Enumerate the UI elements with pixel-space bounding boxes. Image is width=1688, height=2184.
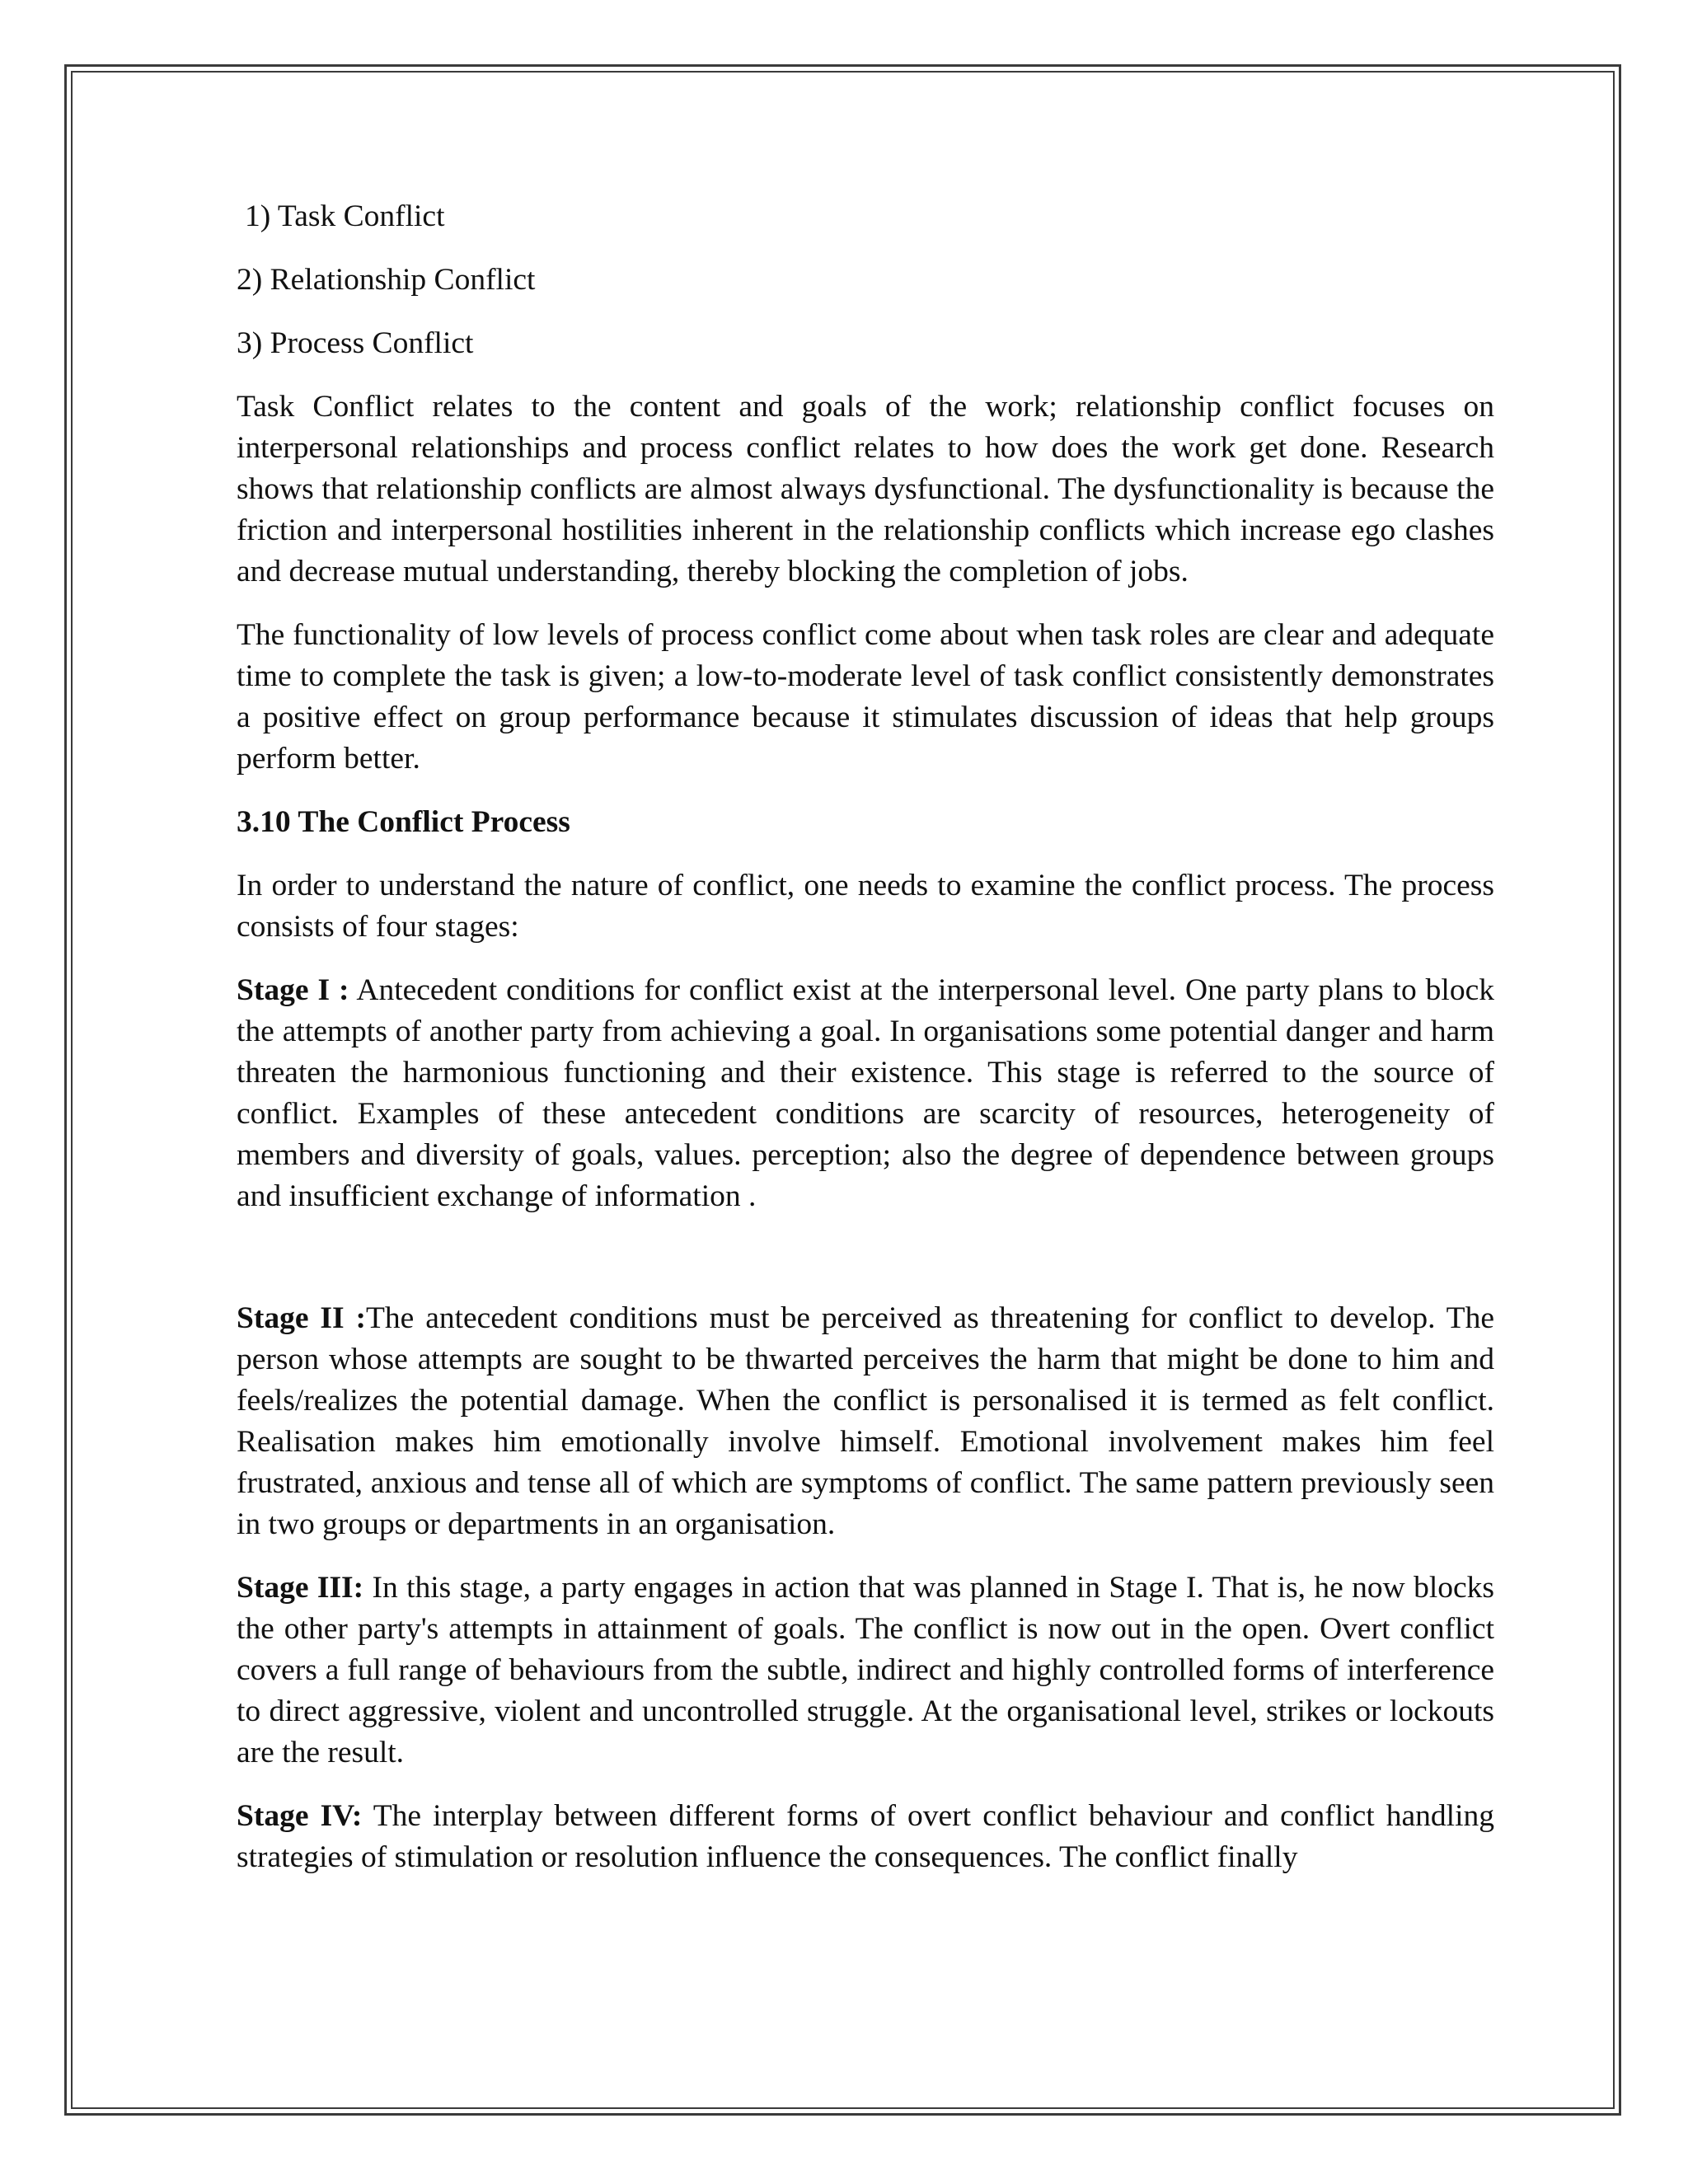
document-body — [237, 196, 1494, 1900]
list-item-process-conflict: 3) Process Conflict — [237, 326, 474, 360]
stage-4-label: Stage IV: — [237, 1799, 363, 1833]
stage-4-text: The interplay between different forms of overt conflict behaviour and conflict handling strategies of stimulation or resolution influence the consequences. The conflict finally — [237, 1799, 1494, 1874]
blank-space — [237, 1240, 1494, 1298]
stage-2-label: Stage II : — [237, 1301, 366, 1335]
paragraph-stage-3 — [237, 1568, 1494, 1774]
paragraph-task-conflict: Task Conflict relates to the content and goals of the work; relationship conflict focuses on interpersonal relationships and process conflict relates to how does the work get done. Research shows that relationship conflicts are almost always dysfunctional. The dysfunctionality is because the friction and interpersonal hostilities inherent in the relationship conflicts which increase ego clashes and decrease mutual understanding, thereby blocking the completion of jobs. — [237, 390, 1494, 588]
paragraph-stage-2 — [237, 1298, 1494, 1545]
paragraph-functionality: The functionality of low levels of process conflict come about when task roles are clear and adequate time to complete the task is given; a low-to-moderate level of task conflict consistently demonstrates a positive effect on group performance because it stimulates discussion of ideas that help groups perform better. — [237, 618, 1494, 776]
stage-1-label: Stage I : — [237, 973, 349, 1007]
paragraph-section-intro: In order to understand the nature of conflict, one needs to examine the conflict process. The process consists of four stages: — [237, 869, 1494, 944]
stage-2-text: The antecedent conditions must be perceived as threatening for conflict to develop. The person whose attempts are sought to be thwarted perceives the harm that might be done to him and feels/realizes the potential damage. When the conflict is personalised it is termed as felt conflict. Realisation makes him emotionally involve himself. Emotional involvement makes him feel frustrated, anxious and tense all of which are symptoms of conflict. The same pattern previously seen in two groups or departments in an organisation. — [237, 1301, 1494, 1541]
list-item-task-conflict: 1) Task Conflict — [245, 199, 445, 233]
stage-3-text: In this stage, a party engages in action that was planned in Stage I. That is, he now blocks the other party's attempts in attainment of goals. The conflict is now out in the open. Overt conflict covers a full range of behaviours from the subtle, indirect and highly controlled forms of interference to direct aggressive, violent and uncontrolled struggle. At the organisational level, strikes or lockouts are the result. — [237, 1571, 1494, 1769]
section-heading: 3.10 The Conflict Process — [237, 805, 570, 839]
paragraph-stage-1 — [237, 970, 1494, 1217]
stage-1-text: Antecedent conditions for conflict exist at the interpersonal level. One party plans to block the attempts of another party from achieving a goal. In organisations some potential danger and harm threaten the harmonious functioning and their existence. This stage is referred to the source of conflict. Examples of these antecedent conditions are scarcity of resources, heterogeneity of members and diversity of goals, values. perception; also the degree of dependence between groups and insufficient exchange of information . — [237, 973, 1494, 1213]
list-item-relationship-conflict: 2) Relationship Conflict — [237, 263, 536, 297]
stage-3-label: Stage III: — [237, 1571, 364, 1605]
paragraph-stage-4 — [237, 1796, 1494, 1878]
